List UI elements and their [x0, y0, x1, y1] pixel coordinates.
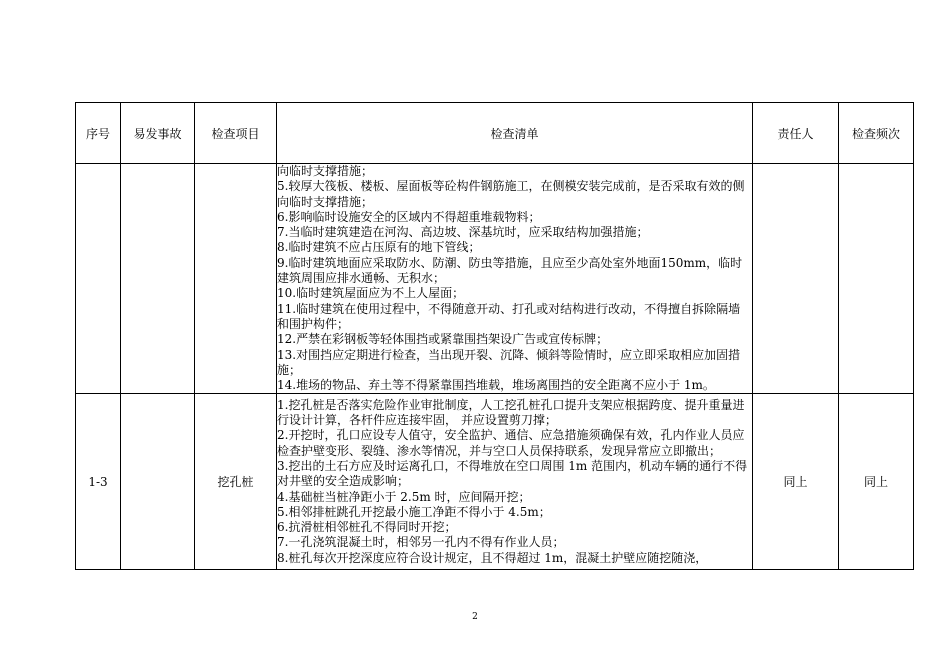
table-header-row: [76, 103, 914, 164]
checklist-line: 13.对围挡应定期进行检查，当出现开裂、沉降、倾斜等险情时，应立即采取相应加固措施；: [277, 347, 741, 377]
person-cell: [753, 164, 839, 394]
header-frequency: 检查频次: [839, 103, 914, 164]
item-cell: 挖孔桩: [195, 394, 277, 570]
checklist-line: 向临时支撑措施；: [277, 164, 374, 178]
table-row: [76, 164, 914, 394]
checklist-line: 3.挖出的土石方应及时运离孔口，不得堆放在空口周围 1m 范围内，机动车辆的通行不得对井壁的安全造成影响；: [277, 459, 748, 489]
checklist-line: 7.当临时建筑建造在河沟、高边坡、深基坑时，应采取结构加强措施；: [277, 225, 649, 240]
checklist-line: 7.一孔浇筑混凝土时，相邻另一孔内不得有作业人员；: [277, 535, 565, 550]
checklist-line: 8.临时建筑不应占压原有的地下管线；: [277, 240, 481, 255]
frequency-cell: 同上: [839, 394, 914, 570]
accident-cell: [121, 164, 195, 394]
checklist-line: 1.挖孔桩是否落实危险作业审批制度，人工挖孔桩孔口提升支架应根据跨度、提升重量进行设计计算，各杆件应连接牢固， 并应设置剪刀撑；: [277, 397, 745, 428]
seq-cell: 1-3: [76, 394, 121, 570]
checklist-line: 5.相邻排桩跳孔开挖最小施工净距不得小于 4.5m；: [277, 504, 551, 519]
accident-cell: [121, 394, 195, 570]
header-checklist: 检查清单: [277, 103, 753, 164]
checklist-line: 14.堆场的物品、弃土等不得紧靠围挡堆载，堆场离围挡的安全距离不应小于 1m。: [277, 378, 715, 393]
checklist-line: 4.基础桩当桩净距小于 2.5m 时，应间隔开挖；: [277, 489, 531, 504]
seq-cell: [76, 164, 121, 394]
header-item: 检查项目: [195, 103, 277, 164]
checklist-cell: [277, 394, 753, 570]
checklist-line: 6.抗滑桩相邻桩孔不得同时开挖；: [277, 520, 457, 535]
frequency-cell: [839, 164, 914, 394]
checklist-cell: [277, 164, 753, 394]
checklist-line: 2.开挖时，孔口应设专人值守，安全监护、通信、应急措施须确保有效，孔内作业人员应检查护壁变形、裂缝、渗水等情况，并与空口人员保持联系，发现异常应立即撤出；: [277, 428, 745, 458]
checklist-line: 11.临时建筑在使用过程中，不得随意开动、打孔或对结构进行改动，不得擅自拆除隔墙和围护构件；: [277, 301, 741, 331]
checklist-line: 10.临时建筑屋面应为不上人屋面；: [277, 286, 465, 301]
inspection-table: [75, 102, 914, 570]
checklist-line: 9.临时建筑地面应采取防水、防潮、防虫等措施，且应至少高处室外地面150mm，临时建筑周围应排水通畅、无积水；: [277, 255, 743, 286]
header-person: 责任人: [753, 103, 839, 164]
table-row: [76, 394, 914, 570]
checklist-line: 5.较厚大筏板、楼板、屋面板等砼构件钢筋施工，在侧模安装完成前，是否采取有效的侧向临时支撑措施；: [277, 179, 745, 209]
header-seq: 序号: [76, 103, 121, 164]
checklist-line: 8.桩孔每次开挖深度应符合设计规定，且不得超过 1m，混凝土护壁应随挖随浇，: [277, 550, 708, 565]
person-cell: 同上: [753, 394, 839, 570]
header-accident: 易发事故: [121, 103, 195, 164]
item-cell: [195, 164, 277, 394]
checklist-line: 12.严禁在彩钢板等轻体围挡或紧靠围挡架设广告或宣传标牌；: [277, 332, 609, 347]
page-number: 2: [472, 612, 478, 622]
checklist-line: 6.影响临时设施安全的区域内不得超重堆载物料；: [277, 209, 541, 224]
